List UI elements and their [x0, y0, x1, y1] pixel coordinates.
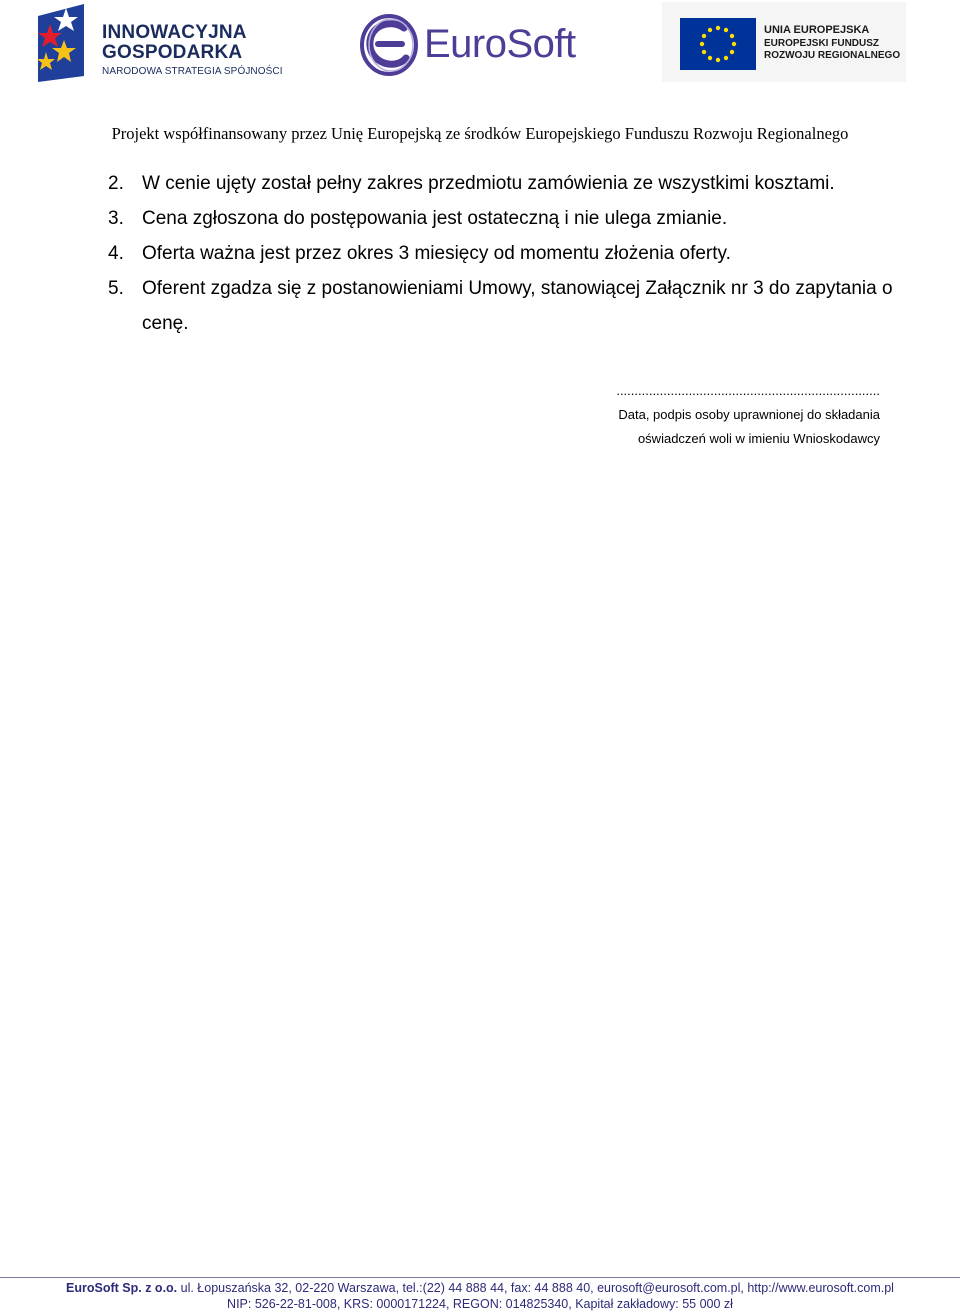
eurosoft-wordmark: EuroSoft: [424, 22, 576, 66]
header-logos: [0, 0, 960, 90]
project-cofinancing-line: Projekt współfinansowany przez Unię Europejską ze środków Europejskiego Funduszu Rozwoju Regionalnego: [111, 124, 849, 143]
signature-dotted-line: .........................................................................: [616, 383, 880, 398]
eu-text-line3: ROZWOJU REGIONALNEGO: [764, 50, 901, 61]
footer-company-name: EuroSoft Sp. z o.o.: [66, 1281, 178, 1295]
eurosoft-swirl-icon: [360, 14, 418, 76]
list-item-number: 4.: [108, 243, 124, 264]
logo-text-line2: GOSPODARKA: [102, 42, 243, 63]
list-item: [108, 236, 908, 271]
list-item-number: 2.: [108, 173, 124, 194]
footer-address: [0, 1281, 960, 1295]
list-item-text: W cenie ujęty został pełny zakres przedmiotu zamówienia ze wszystkimi kosztami.: [142, 173, 835, 194]
list-item: [108, 271, 908, 341]
list-item: [108, 201, 908, 236]
signature-block: [616, 379, 880, 451]
logo-text-line1: INNOWACYJNA: [102, 22, 247, 43]
eurosoft-logo: [360, 14, 590, 76]
list-item-number: 5.: [108, 278, 124, 299]
footer-contact: ul. Łopuszańska 32, 02-220 Warszawa, tel.:(22) 44 888 44, fax: 44 888 40, eurosoft@eurosoft.com.pl, http://www.eurosoft.com.pl: [177, 1281, 894, 1295]
list-item-text: Oferent zgadza się z postanowieniami Umowy, stanowiącej Załącznik nr 3 do zapytania o cenę.: [142, 278, 893, 334]
eu-text-line2: EUROPEJSKI FUNDUSZ: [764, 38, 880, 49]
innowacyjna-gospodarka-logo: [36, 4, 286, 82]
stars-flag-icon: [36, 4, 86, 82]
eu-flag-icon: [680, 18, 756, 70]
list-item-text: Cena zgłoszona do postępowania jest ostateczną i nie ulega zmianie.: [142, 208, 728, 229]
footer-divider: [0, 1277, 960, 1278]
conditions-list: [108, 166, 908, 341]
signature-caption-line1: Data, podpis osoby uprawnionej do składania: [618, 407, 880, 422]
list-item-number: 3.: [108, 208, 124, 229]
footer-registry: NIP: 526-22-81-008, KRS: 0000171224, REGON: 014825340, Kapitał zakładowy: 55 000 zł: [227, 1297, 733, 1311]
eu-text-line1: UNIA EUROPEJSKA: [764, 24, 870, 36]
list-item: [108, 166, 908, 201]
list-item-text: Oferta ważna jest przez okres 3 miesięcy od momentu złożenia oferty.: [142, 243, 731, 264]
eu-logo: [662, 2, 906, 82]
signature-caption-line2: oświadczeń woli w imieniu Wnioskodawcy: [637, 431, 880, 446]
logo-text-line3: NARODOWA STRATEGIA SPÓJNOŚCI: [102, 66, 283, 77]
